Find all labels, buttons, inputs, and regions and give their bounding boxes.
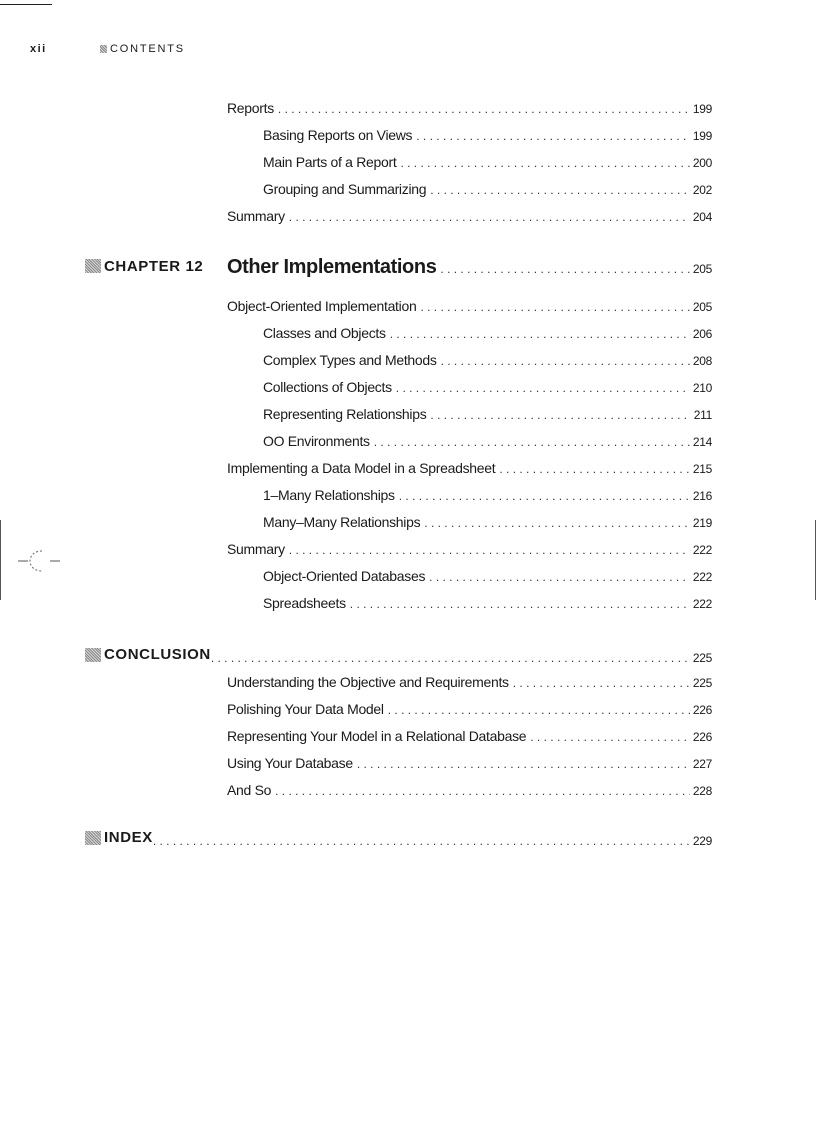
conclusion-label [85,646,211,663]
toc-entry-spreadsheets[interactable] [263,595,712,611]
toc-entry-and-so[interactable] [227,782,712,798]
toc-entry-page: 227 [692,757,712,771]
toc-entry-title: Representing Your Model in a Relational Database [227,728,527,744]
toc-entry-page: 206 [692,327,712,341]
running-head-section [100,43,185,55]
dot-leader [275,784,690,798]
dot-leader [530,730,690,744]
toc-entry-many-many-relationships[interactable] [263,514,712,530]
toc-entry-title: Grouping and Summarizing [263,181,427,197]
toc-index[interactable] [85,829,712,848]
toc-entry-grouping-and-summarizing[interactable] [263,181,712,197]
toc-entry-title: Polishing Your Data Model [227,701,384,717]
toc-entry-title: Using Your Database [227,755,353,771]
toc-entry-page: 226 [692,730,712,744]
toc-entry-title: Classes and Objects [263,325,386,341]
toc-entry-title: Object-Oriented Implementation [227,298,417,314]
conclusion-label-text: CONCLUSION [104,646,211,663]
dot-leader [374,435,690,449]
toc-entry-title: Object-Oriented Databases [263,568,426,584]
toc-entry-page: 199 [692,129,712,143]
toc-entry-implementing-in-spreadsheet[interactable] [227,460,712,476]
dot-leader [278,102,690,116]
chapter-marker-icon [85,259,101,273]
toc-entry-title: Spreadsheets [263,595,346,611]
chapter-label [85,258,227,275]
toc-entry-polishing-data-model[interactable] [227,701,712,717]
toc-entry-complex-types-and-methods[interactable] [263,352,712,368]
dot-leader [396,381,690,395]
toc-entry-main-parts-of-a-report[interactable] [263,154,712,170]
toc-entry-page: 228 [692,784,712,798]
toc-entry-representing-relationships[interactable] [263,406,712,422]
toc-entry-page: 200 [692,156,712,170]
toc-conclusion[interactable] [85,646,712,665]
chapter-title: Other Implementations [227,256,437,278]
toc-entry-title: Summary [227,541,285,557]
dot-leader [399,489,690,503]
toc-entry-title: OO Environments [263,433,370,449]
toc-entry-page: 219 [692,516,712,530]
running-head-page-number: xii [30,43,47,55]
dot-leader [440,262,689,276]
toc-entry-page: 222 [692,543,712,557]
toc-entry-title: Many–Many Relationships [263,514,421,530]
toc-entry-page: 205 [692,300,712,314]
dot-leader [420,300,689,314]
toc-entry-collections-of-objects[interactable] [263,379,712,395]
conclusion-page: 225 [692,650,712,665]
dot-leader [416,129,690,143]
index-page: 229 [692,833,712,848]
toc-chapter-12[interactable] [85,256,712,279]
toc-entry-title: Representing Relationships [263,406,427,422]
dot-leader [424,516,690,530]
registration-mark-icon [16,547,64,577]
toc-entry-title: Complex Types and Methods [263,352,437,368]
dot-leader [390,327,690,341]
dot-leader [429,570,690,584]
toc-entry-object-oriented-databases[interactable] [263,568,712,584]
toc-entry-title: Understanding the Objective and Requirements [227,674,509,690]
toc-entry-page: 215 [692,462,712,476]
toc-entry-page: 210 [692,381,712,395]
toc-entry-page: 214 [692,435,712,449]
toc-entry-summary-11[interactable] [227,208,712,224]
toc-entry-title: Collections of Objects [263,379,392,395]
toc-entry-understanding-objective[interactable] [227,674,712,690]
toc-entry-classes-and-objects[interactable] [263,325,712,341]
toc-entry-title: Reports [227,100,274,116]
toc-entry-using-your-database[interactable] [227,755,712,771]
running-head-section-label: CONTENTS [110,43,185,55]
dot-leader [430,183,690,197]
toc-entry-basing-reports-on-views[interactable] [263,127,712,143]
dot-leader [400,156,689,170]
dot-leader [441,354,690,368]
dot-leader [499,462,690,476]
toc-entry-page: 225 [692,676,712,690]
chapter-label-text: CHAPTER 12 [104,257,204,275]
dot-leader [289,210,690,224]
dot-leader [289,543,690,557]
crop-line-left [0,520,1,600]
toc-entry-title: Main Parts of a Report [263,154,397,170]
toc-entry-page: 216 [692,489,712,503]
dot-leader [153,834,690,848]
toc-entry-page: 211 [693,408,712,422]
index-label-text: INDEX [104,829,153,846]
toc-entry-page: 199 [692,102,712,116]
chapter-page: 205 [692,262,712,276]
dot-leader [211,651,690,665]
toc-entry-one-many-relationships[interactable] [263,487,712,503]
dot-leader [513,676,690,690]
index-marker-icon [85,831,101,845]
top-rule [0,4,52,5]
toc-entry-page: 204 [692,210,712,224]
toc-entry-title: 1–Many Relationships [263,487,395,503]
dot-leader [350,597,690,611]
conclusion-marker-icon [85,648,101,662]
toc-entry-title: Summary [227,208,285,224]
toc-entry-summary-12[interactable] [227,541,712,557]
section-marker-icon [100,45,107,53]
toc-entry-page: 226 [692,703,712,717]
index-label [85,829,153,846]
toc-entry-page: 222 [692,570,712,584]
toc-entry-representing-model-relational[interactable] [227,728,712,744]
dot-leader [388,703,690,717]
toc-entry-reports[interactable] [227,100,712,116]
toc-entry-page: 202 [692,183,712,197]
dot-leader [357,757,690,771]
toc-entry-title: Basing Reports on Views [263,127,413,143]
toc-entry-object-oriented-implementation[interactable] [227,298,712,314]
dot-leader [430,408,690,422]
toc-entry-title: Implementing a Data Model in a Spreadsheet [227,460,496,476]
toc-entry-title: And So [227,782,272,798]
toc-entry-oo-environments[interactable] [263,433,712,449]
toc-entry-page: 208 [692,354,712,368]
toc-entry-page: 222 [692,597,712,611]
